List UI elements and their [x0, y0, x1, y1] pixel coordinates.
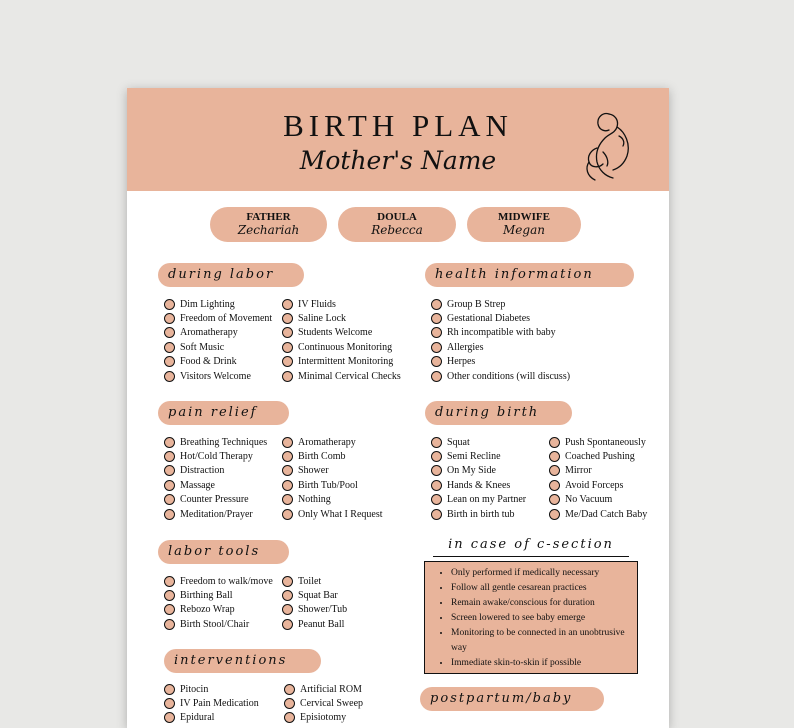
list-item[interactable]: Lean on my Partner [431, 493, 526, 507]
list-item[interactable]: Gestational Diabetes [431, 311, 570, 325]
midwife-role-label: MIDWIFE [498, 211, 550, 223]
pain-relief-heading: pain relief [158, 401, 289, 425]
checkbox-circle[interactable] [164, 465, 175, 476]
checkbox-circle[interactable] [282, 509, 293, 520]
list-item[interactable]: Massage [164, 478, 267, 492]
father-name: Zechariah [237, 223, 300, 237]
list-item[interactable]: Push Spontaneously [549, 435, 647, 449]
list-item[interactable]: Continuous Monitoring [282, 340, 401, 354]
list-item[interactable]: Pitocin [164, 682, 259, 696]
doula-pill [338, 207, 456, 242]
checkbox-circle[interactable] [431, 313, 442, 324]
page-title: BIRTH PLAN [283, 108, 513, 143]
list-item[interactable]: Hands & Knees [431, 478, 526, 492]
checkbox-circle[interactable] [431, 480, 442, 491]
checkbox-circle[interactable] [164, 619, 175, 630]
checkbox-circle[interactable] [164, 451, 175, 462]
list-item[interactable]: Epidural [164, 711, 259, 725]
checkbox-circle[interactable] [164, 480, 175, 491]
list-item[interactable]: Squat [431, 435, 526, 449]
c-section-heading: in case of c-section [433, 534, 629, 557]
checkbox-circle[interactable] [164, 698, 175, 709]
list-item[interactable]: Squat Bar [282, 588, 347, 602]
list-item[interactable]: Coached Pushing [549, 449, 647, 463]
checkbox-circle[interactable] [431, 465, 442, 476]
during-birth-list-1 [431, 435, 526, 521]
list-item[interactable]: Dim Lighting [164, 297, 272, 311]
list-item[interactable]: Birth Comb [282, 449, 383, 463]
pain-relief-list-2 [282, 435, 383, 521]
list-item[interactable]: Toilet [282, 574, 347, 588]
checkbox-circle[interactable] [164, 437, 175, 448]
list-item[interactable]: IV Pain Medication [164, 696, 259, 710]
labor-tools-heading: labor tools [158, 540, 289, 564]
checkbox-circle[interactable] [431, 437, 442, 448]
doula-name: Rebecca [371, 223, 423, 237]
list-item[interactable]: Students Welcome [282, 326, 401, 340]
birth-plan-page [127, 88, 669, 728]
list-item[interactable]: Breathing Techniques [164, 435, 267, 449]
c-section-list [425, 562, 637, 671]
list-item: • Remain awake/conscious for duration [451, 596, 629, 611]
during-labor-heading: during labor [158, 263, 304, 287]
postpartum-heading: postpartum/baby [420, 687, 604, 711]
list-item[interactable]: Peanut Ball [282, 617, 347, 631]
checkbox-circle[interactable] [549, 465, 560, 476]
c-section-box [424, 561, 638, 674]
checkbox-circle[interactable] [549, 451, 560, 462]
checkbox-circle[interactable] [282, 576, 293, 587]
list-item[interactable]: Aromatherapy [164, 326, 272, 340]
checkbox-circle[interactable] [282, 299, 293, 310]
list-item[interactable]: Avoid Forceps [549, 478, 647, 492]
midwife-name: Megan [503, 223, 545, 237]
checkbox-circle[interactable] [164, 684, 175, 695]
checkbox-circle[interactable] [164, 509, 175, 520]
checkbox-circle[interactable] [164, 313, 175, 324]
checkbox-circle[interactable] [282, 465, 293, 476]
list-item[interactable]: Hot/Cold Therapy [164, 449, 267, 463]
interventions-list-1 [164, 682, 259, 725]
checkbox-circle[interactable] [164, 327, 175, 338]
checkbox-circle[interactable] [164, 371, 175, 382]
list-item[interactable]: Episiotomy [284, 711, 363, 725]
checkbox-circle[interactable] [164, 576, 175, 587]
list-item[interactable]: Only What I Request [282, 507, 383, 521]
list-item[interactable]: Group B Strep [431, 297, 570, 311]
checkbox-circle[interactable] [164, 590, 175, 601]
checkbox-circle[interactable] [282, 342, 293, 353]
interventions-list-2 [284, 682, 363, 725]
pregnant-mother-icon [579, 108, 637, 184]
checkbox-circle[interactable] [549, 509, 560, 520]
list-item: • Immediate skin-to-skin if possible [451, 656, 629, 671]
list-item: • Monitoring to be connected in an unobtrusive way [451, 626, 629, 656]
checkbox-circle[interactable] [282, 604, 293, 615]
checkbox-circle[interactable] [549, 480, 560, 491]
list-item[interactable]: Freedom of Movement [164, 311, 272, 325]
list-item: • Follow all gentle cesarean practices [451, 581, 629, 596]
checkbox-circle[interactable] [284, 684, 295, 695]
list-item[interactable]: Intermittent Monitoring [282, 355, 401, 369]
list-item: • Only performed if medically necessary [451, 566, 629, 581]
list-item[interactable]: Meditation/Prayer [164, 507, 267, 521]
checkbox-circle[interactable] [284, 712, 295, 723]
list-item[interactable]: Herpes [431, 355, 570, 369]
list-item[interactable]: Cervical Sweep [284, 696, 363, 710]
list-item[interactable]: Rh incompatible with baby [431, 326, 570, 340]
health-information-heading: health information [425, 263, 634, 287]
checkbox-circle[interactable] [549, 494, 560, 505]
list-item[interactable]: Mirror [549, 464, 647, 478]
checkbox-circle[interactable] [431, 509, 442, 520]
list-item[interactable]: Minimal Cervical Checks [282, 369, 401, 383]
list-item[interactable]: Other conditions (will discuss) [431, 369, 570, 383]
list-item[interactable]: Me/Dad Catch Baby [549, 507, 647, 521]
checkbox-circle[interactable] [282, 313, 293, 324]
pain-relief-list-1 [164, 435, 267, 521]
list-item[interactable]: Soft Music [164, 340, 272, 354]
list-item[interactable]: Artificial ROM [284, 682, 363, 696]
father-pill [210, 207, 327, 242]
checkbox-circle[interactable] [431, 494, 442, 505]
checkbox-circle[interactable] [431, 327, 442, 338]
doula-role-label: DOULA [377, 211, 417, 223]
list-item[interactable]: Birth in birth tub [431, 507, 526, 521]
list-item[interactable]: Shower/Tub [282, 603, 347, 617]
checkbox-circle[interactable] [282, 371, 293, 382]
list-item[interactable]: Allergies [431, 340, 570, 354]
checkbox-circle[interactable] [282, 494, 293, 505]
checkbox-circle[interactable] [431, 451, 442, 462]
interventions-heading: interventions [164, 649, 321, 673]
list-item[interactable]: Saline Lock [282, 311, 401, 325]
list-item[interactable]: Semi Recline [431, 449, 526, 463]
list-item[interactable]: Birth Tub/Pool [282, 478, 383, 492]
checkbox-circle[interactable] [282, 480, 293, 491]
list-item[interactable]: Shower [282, 464, 383, 478]
checkbox-circle[interactable] [164, 356, 175, 367]
header-band [127, 88, 669, 191]
during-labor-list-2 [282, 297, 401, 383]
midwife-pill [467, 207, 581, 242]
checkbox-circle[interactable] [164, 494, 175, 505]
during-birth-heading: during birth [425, 401, 572, 425]
checkbox-circle[interactable] [164, 712, 175, 723]
list-item[interactable]: No Vacuum [549, 493, 647, 507]
checkbox-circle[interactable] [431, 371, 442, 382]
list-item[interactable]: Counter Pressure [164, 493, 267, 507]
labor-tools-list-2 [282, 574, 347, 632]
list-item[interactable]: Food & Drink [164, 355, 272, 369]
checkbox-circle[interactable] [282, 327, 293, 338]
list-item[interactable]: Nothing [282, 493, 383, 507]
list-item[interactable]: Distraction [164, 464, 267, 478]
checkbox-circle[interactable] [164, 342, 175, 353]
checkbox-circle[interactable] [284, 698, 295, 709]
during-birth-list-2 [549, 435, 647, 521]
checkbox-circle[interactable] [282, 437, 293, 448]
list-item: • Screen lowered to see baby emerge [451, 611, 629, 626]
checkbox-circle[interactable] [164, 604, 175, 615]
list-item[interactable]: Freedom to walk/move [164, 574, 273, 588]
checkbox-circle[interactable] [431, 356, 442, 367]
during-labor-list-1 [164, 297, 272, 383]
list-item[interactable]: Birthing Ball [164, 588, 273, 602]
checkbox-circle[interactable] [431, 299, 442, 310]
checkbox-circle[interactable] [549, 437, 560, 448]
list-item[interactable]: Visitors Welcome [164, 369, 272, 383]
list-item[interactable]: Aromatherapy [282, 435, 383, 449]
health-information-list [431, 297, 570, 383]
checkbox-circle[interactable] [431, 342, 442, 353]
checkbox-circle[interactable] [164, 299, 175, 310]
checkbox-circle[interactable] [282, 590, 293, 601]
checkbox-circle[interactable] [282, 356, 293, 367]
checkbox-circle[interactable] [282, 451, 293, 462]
labor-tools-list-1 [164, 574, 273, 632]
list-item[interactable]: Birth Stool/Chair [164, 617, 273, 631]
list-item[interactable]: On My Side [431, 464, 526, 478]
father-role-label: FATHER [246, 211, 291, 223]
mother-name-subtitle: Mother's Name [299, 146, 497, 175]
list-item[interactable]: IV Fluids [282, 297, 401, 311]
checkbox-circle[interactable] [282, 619, 293, 630]
list-item[interactable]: Rebozo Wrap [164, 603, 273, 617]
